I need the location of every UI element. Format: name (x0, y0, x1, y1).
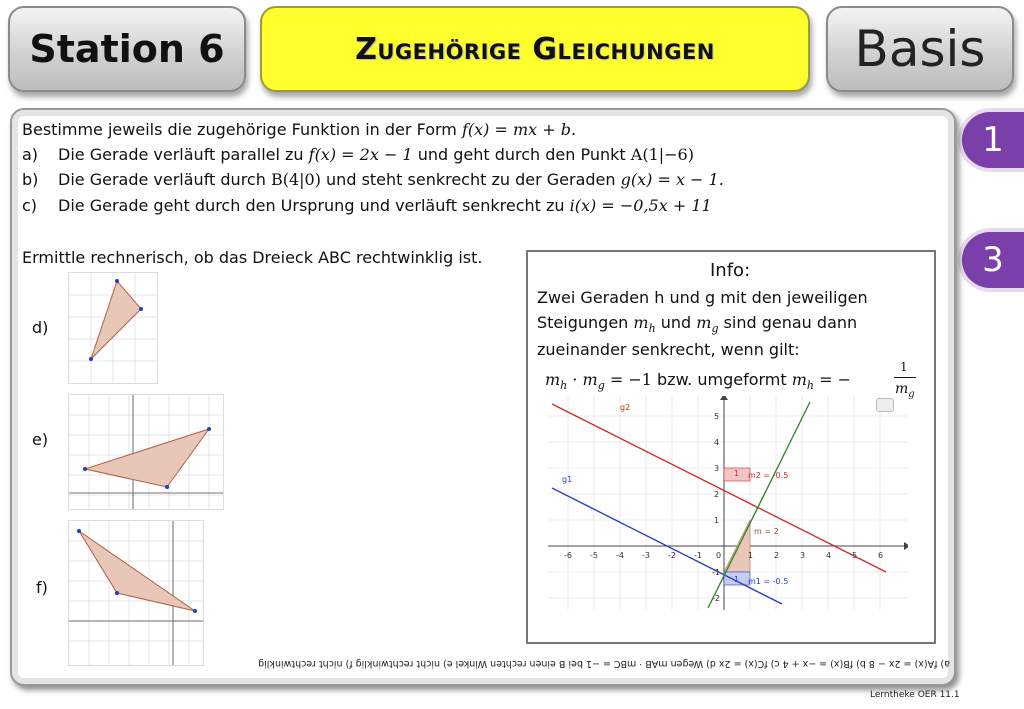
info-line1: Zwei Geraden h und g mit den jeweiligen (537, 288, 868, 307)
y-tick: 3 (714, 464, 720, 473)
frac-den-sub: g (908, 388, 915, 400)
badge-1[interactable] (962, 112, 1024, 168)
formula2-mh-sub: h (806, 379, 815, 393)
label-g1: g1 (562, 475, 573, 484)
footer-source: Lerntheke OER 11.1 (870, 690, 960, 700)
label-f: f) (36, 578, 48, 597)
frac-bar (894, 377, 916, 378)
point-a (207, 427, 211, 431)
formula2-eq: = − (814, 370, 851, 389)
info-graph (548, 396, 908, 610)
y-tick: -2 (712, 594, 720, 603)
x-tick: 0 (716, 551, 722, 560)
badge-1-label: 1 (982, 120, 1004, 160)
point-b (165, 485, 169, 489)
label-d: d) (32, 318, 49, 337)
y-tick: 1 (714, 516, 720, 525)
formula-dot: · (572, 370, 583, 389)
task-c-t1: Die Gerade geht durch den Ursprung und verläuft senkrecht zu (58, 196, 570, 215)
task-intro-formula: f(x) = mx + b (461, 120, 571, 139)
x-tick: -1 (694, 551, 702, 560)
line-g2 (552, 404, 886, 572)
badge-3[interactable] (962, 232, 1024, 288)
topic-header (260, 6, 810, 92)
info-mh: m (633, 313, 649, 332)
task-a-label: a) (22, 145, 39, 164)
formula-mid: bzw. umgeformt (651, 370, 792, 389)
label-e: e) (32, 430, 49, 449)
station-title: Station 6 (29, 27, 225, 71)
formula-mg-sub: g (597, 379, 605, 393)
point-b (77, 529, 81, 533)
point-c (83, 467, 87, 471)
task-b-formula: g(x) = x − 1. (620, 170, 724, 189)
station-header (8, 6, 246, 92)
label-g2: g2 (620, 403, 631, 412)
badge-3-label: 3 (982, 240, 1004, 280)
x-tick: 3 (800, 551, 806, 560)
point-c (115, 591, 119, 595)
frac-den-m: m (895, 381, 909, 397)
level-header (826, 6, 1014, 92)
formula-mh: m (545, 370, 561, 389)
frac-num: 1 (900, 360, 908, 374)
label-m: m = 2 (754, 527, 779, 536)
y-tick: -1 (712, 568, 720, 577)
y-tick: 4 (714, 438, 720, 447)
info-line2 (537, 313, 857, 335)
task-c-formula: i(x) = −0,5x + 11 (569, 196, 712, 215)
topic-title: Zugehörige Gleichungen (355, 31, 715, 67)
task-intro-text: Bestimme jeweils die zugehörige Funktion in der Form (22, 120, 462, 139)
formula-mg: m (582, 370, 598, 389)
task-intro-end: . (570, 120, 577, 139)
graph-settings-icon[interactable] (876, 398, 894, 412)
triangle-e (85, 429, 209, 487)
info-mh-sub: h (648, 322, 656, 336)
triangle-f (79, 531, 195, 611)
point-b (115, 279, 119, 283)
point-a (193, 609, 197, 613)
info-formula (545, 370, 851, 392)
formula-mh-sub: h (560, 379, 568, 393)
task-b-label: b) (22, 170, 39, 189)
label-m1: m1 = -0.5 (748, 577, 789, 586)
x-tick: 6 (878, 551, 884, 560)
x-tick: -2 (668, 551, 676, 560)
formula2-mh: m (791, 370, 807, 389)
y-tick: 2 (714, 490, 720, 499)
info-line2-c: sind genau dann (718, 313, 858, 332)
task-c-text (58, 196, 712, 215)
task-a-point: A(1|−6) (630, 145, 694, 164)
point-a (89, 357, 93, 361)
task-a-formula: f(x) = 2x − 1 (308, 145, 413, 164)
point-c (139, 307, 143, 311)
triangle-figure-d (68, 272, 158, 384)
task-a-t1: Die Gerade verläuft parallel zu (58, 145, 309, 164)
task-b-point: B(4|0) (270, 170, 321, 189)
task-triangle: Ermittle rechnerisch, ob das Dreieck ABC rechtwinklig ist. (22, 248, 483, 267)
label-one-red: 1 (734, 469, 740, 478)
x-tick: 5 (852, 551, 858, 560)
footer-answers: a) fA(x) = 2x − 8 b) fB(x) = −x + 4 c) fC(x) = 2x d) Wegen mAB · mBC = −1 bei B einen rechten Winkel e) nicht rechtwinklig f) nicht rechtwinklig (258, 658, 950, 669)
task-a-t2: und geht durch den Punkt (412, 145, 631, 164)
formula-eq: = −1 (604, 370, 652, 389)
x-tick: -3 (642, 551, 650, 560)
label-m2: m2 = -0.5 (748, 471, 789, 480)
triangle-figure-e (68, 394, 224, 510)
level-title: Basis (854, 20, 986, 78)
x-tick: 2 (774, 551, 780, 560)
x-tick: 1 (748, 551, 754, 560)
task-a (22, 145, 694, 164)
y-tick: 5 (714, 412, 720, 421)
x-tick: -4 (616, 551, 624, 560)
task-b-t1: Die Gerade verläuft durch (58, 170, 271, 189)
triangle-figure-f (68, 520, 204, 666)
info-title: Info: (710, 260, 751, 281)
x-tick: -6 (564, 551, 572, 560)
task-c (22, 196, 712, 215)
info-line2-a: Steigungen (537, 313, 634, 332)
label-one-blue: 1 (734, 575, 740, 584)
task-b-t2: und steht senkrecht zu der Geraden (320, 170, 621, 189)
task-b-text (58, 170, 724, 189)
task-intro (22, 120, 576, 139)
info-line3: zueinander senkrecht, wenn gilt: (537, 340, 800, 359)
triangle-d (91, 281, 141, 359)
info-line2-b: und (655, 313, 697, 332)
task-b (22, 170, 724, 189)
x-tick: 4 (826, 551, 832, 560)
info-mg: m (696, 313, 712, 332)
task-a-text (58, 145, 694, 164)
info-mg-sub: g (711, 322, 719, 336)
x-tick: -5 (590, 551, 598, 560)
task-c-label: c) (22, 196, 38, 215)
